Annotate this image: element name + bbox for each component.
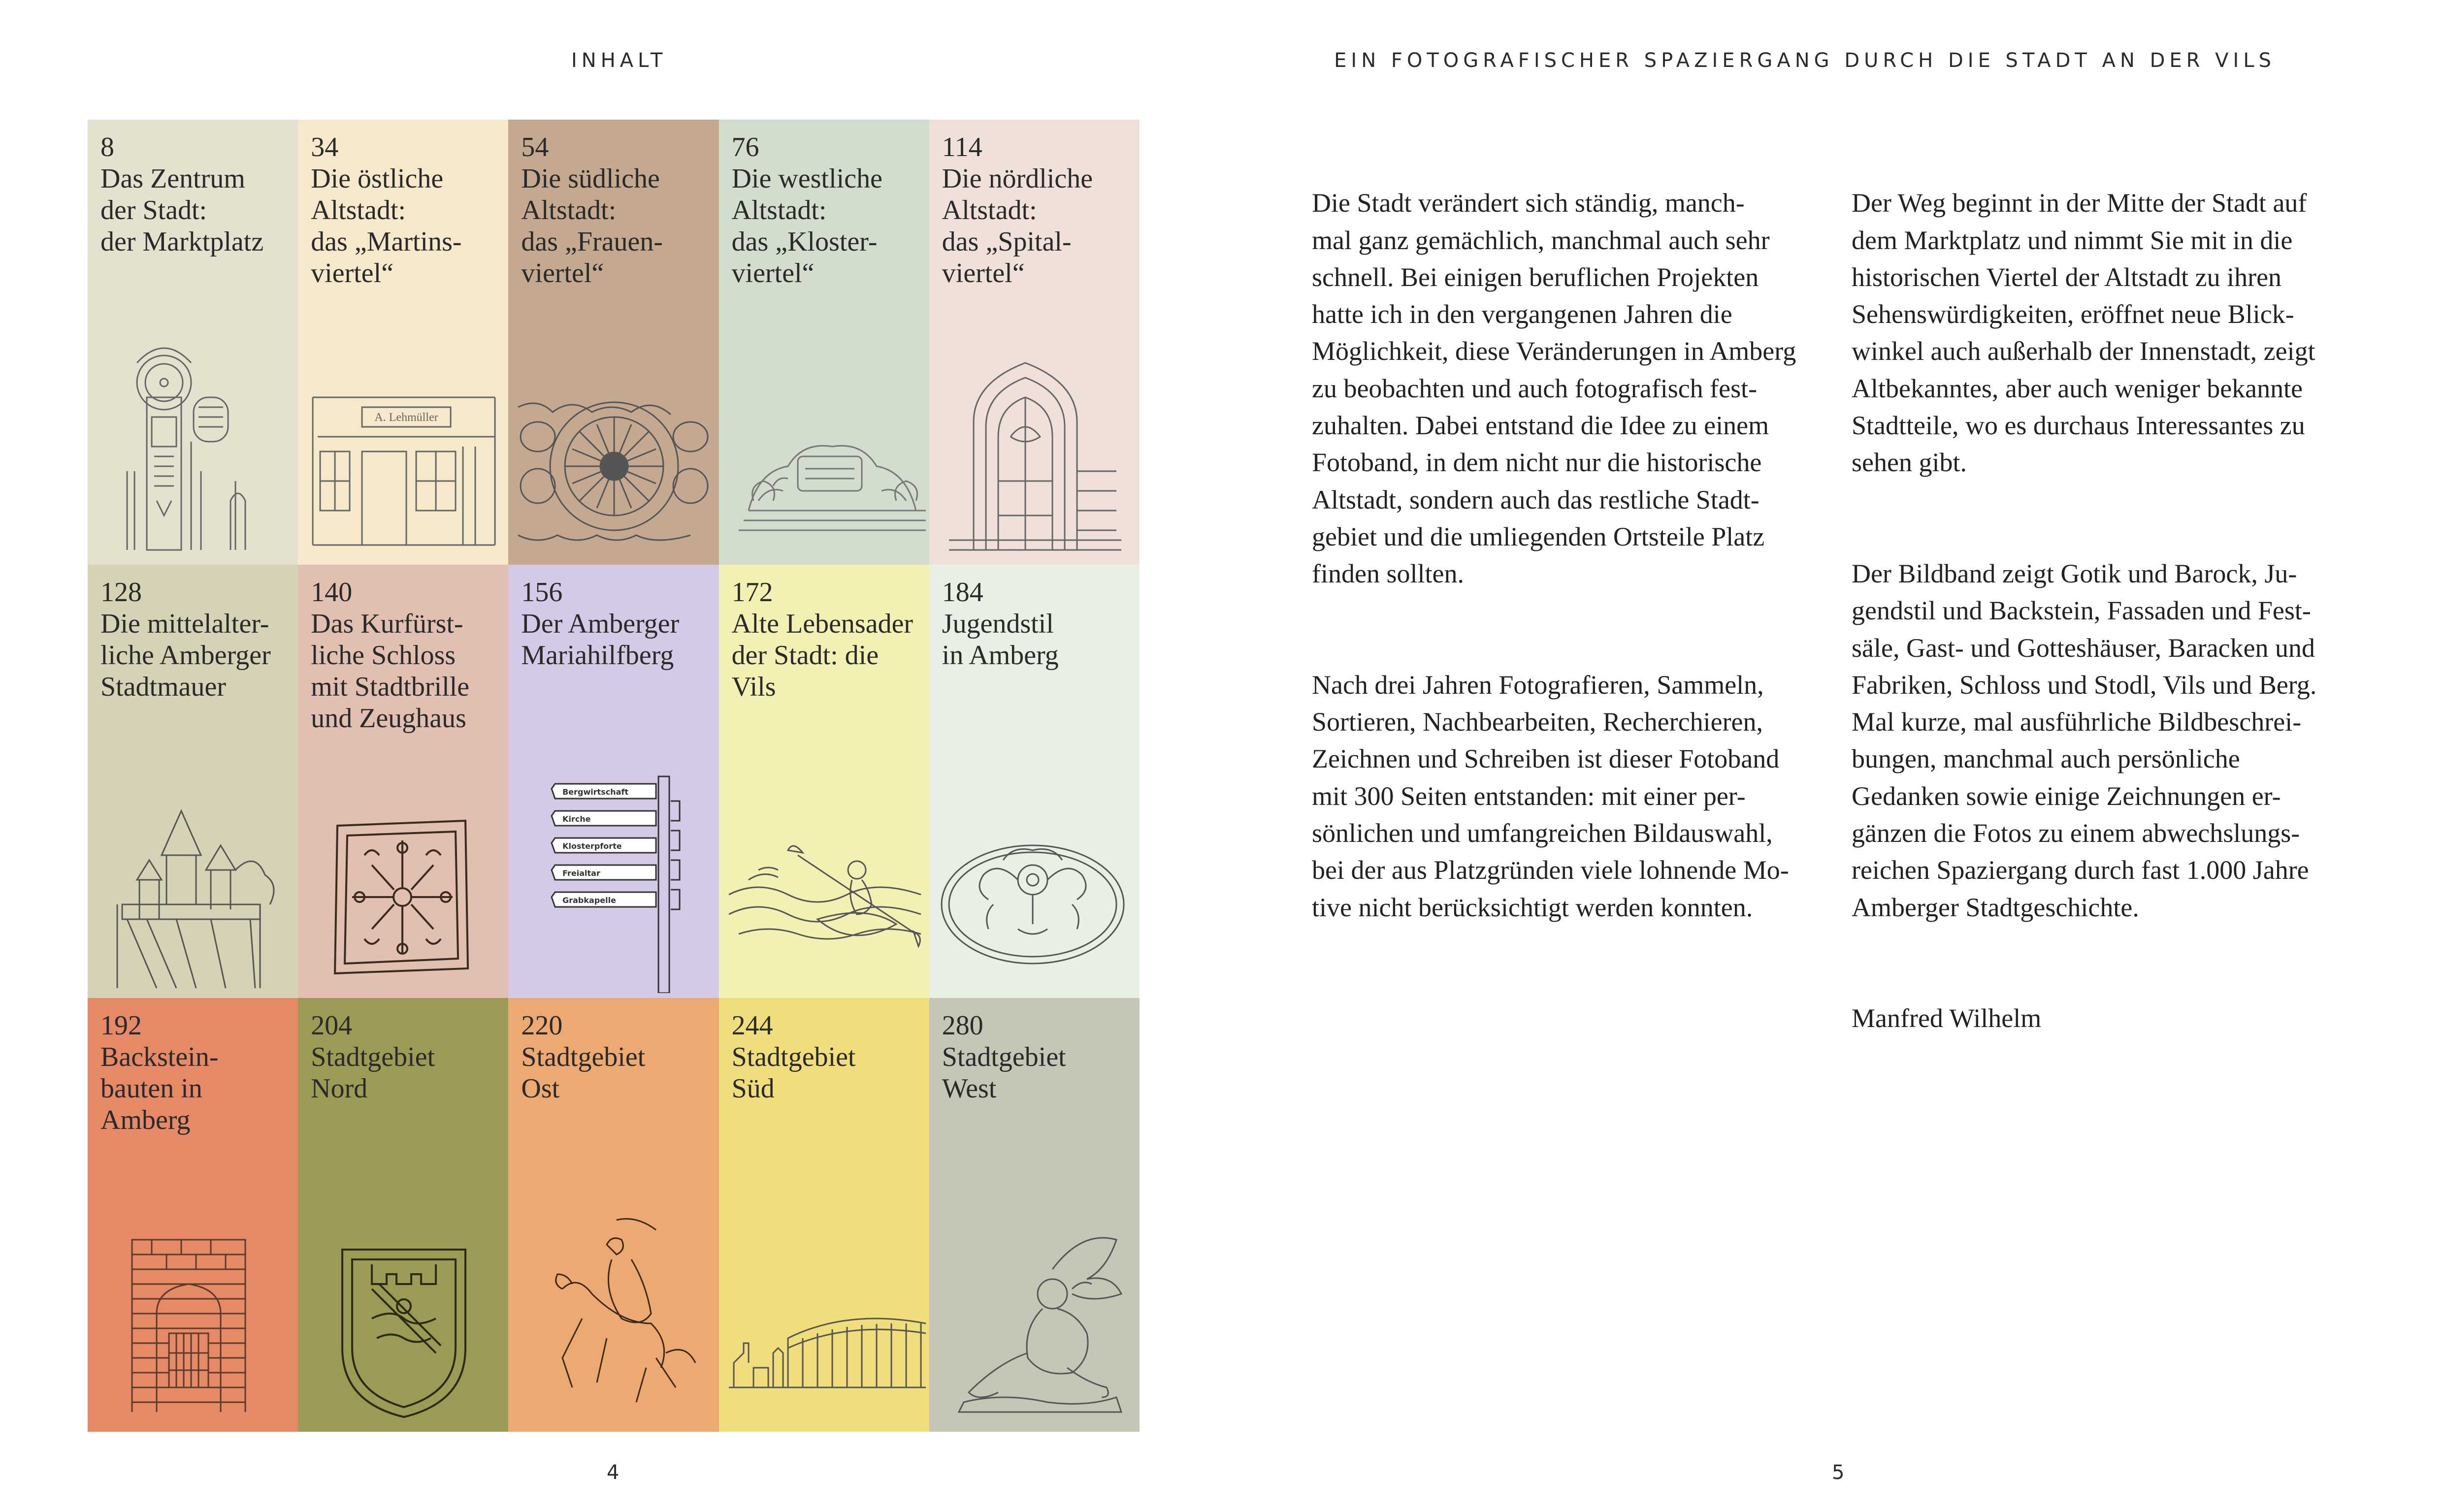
contents-tile-frauenviertel[interactable] [508,120,718,565]
tile-title: Die nördliche Altstadt: das „Spital- viertel“ [942,163,1093,289]
shop-sign-text: A. Lehmüller [374,411,438,424]
city-wall-icon [88,757,298,993]
tile-title: Die östliche Altstadt: das „Martins- viertel“ [311,163,462,289]
brick-window-icon [88,1190,298,1427]
gothic-portal-icon [929,323,1140,560]
tile-page-number: 34 [311,132,339,162]
contents-tile-stadtgebiet-nord[interactable] [298,998,508,1432]
coat-of-arms-icon [298,1190,508,1427]
contents-tile-schloss[interactable] [298,565,508,998]
rose-window-icon [508,323,718,560]
author-signature: Manfred Wilhelm [1852,1003,2042,1033]
tile-page-number: 280 [942,1010,983,1041]
contents-tile-stadtgebiet-ost[interactable] [508,998,718,1432]
section-header-inhalt: INHALT [571,49,667,72]
ornament-panel-icon [298,757,508,993]
tile-title: Die westliche Altstadt: das „Kloster- viertel“ [731,163,882,289]
signpost-icon [508,757,718,993]
contents-tile-backstein[interactable] [88,998,298,1432]
intro-paragraph: Der Bildband zeigt Gotik und Barock, Ju- gendstil und Backstein, Fassaden und Fest- säle, Gast- und Gotteshäuser, Baracken und Fabriken, Schloss und Stodl, Vils und Berg. Mal kurze, mal ausführliche Bildbeschrei- bungen, manchmal auch persönliche Gedanken sowie einige Zeichnungen er- gänzen die Fotos zu einem abwechslungs- reichen Spaziergang durch fast 1.000 Jahre Amberger Stadtgeschichte. [1852,558,2317,922]
arena-building-icon [719,1190,929,1427]
signpost-text: Klosterpforte [562,841,622,851]
signpost-text: Grabkapelle [562,896,617,905]
kayak-icon [719,757,929,993]
contents-tile-martinsviertel[interactable] [298,120,508,565]
tile-page-number: 114 [942,132,982,162]
tile-title: Alte Lebensader der Stadt: die Vils [731,609,913,702]
page-number-left: 4 [607,1461,619,1484]
intro-text-column-left [1312,148,1829,1000]
contents-tile-mariahilfberg[interactable] [508,565,718,998]
tile-page-number: 192 [100,1010,142,1041]
shopfront-icon [298,323,508,560]
page-number-right: 5 [1832,1461,1845,1484]
tile-page-number: 128 [100,577,142,608]
astronomical-clock-icon [88,323,298,560]
tile-page-number: 220 [521,1010,563,1041]
tile-page-number: 184 [942,577,983,608]
tile-title: Stadtgebiet West [942,1042,1066,1104]
horse-rider-icon [508,1190,718,1427]
contents-tile-jugendstil[interactable] [929,565,1140,998]
tile-title: Stadtgebiet Nord [311,1042,435,1104]
intro-paragraph: Der Weg beginnt in der Mitte der Stadt auf dem Marktplatz und nimmt Sie mit in die historischen Viertel der Altstadt zu ihren Sehenswürdigkeiten, eröffnet neue Blick- winkel auch außerhalb der Innenstadt, zeigt Altbekanntes, aber auch weniger bekannte Stadtteile, wo es durchaus Interessantes zu sehen gibt. [1852,188,2315,478]
signpost-text: Kirche [562,814,591,824]
intro-paragraph: Die Stadt verändert sich ständig, manch- mal ganz gemächlich, manchmal auch sehr schnell. Bei einigen beruflichen Projekten hatte ich in den vergangenen Jahren die Möglichkeit, diese Veränderungen in Amberg zu beobachten und auch fotografisch fest- zuhalten. Dabei entstand die Idee zu einem Fotoband, in dem nicht nur die historische Altstadt, sondern auch das restliche Stadt- gebiet und die umliegenden Ortsteile Platz finden sollten. [1312,188,1796,589]
tile-title: Stadtgebiet Ost [521,1042,646,1104]
tile-page-number: 204 [311,1010,353,1041]
tile-page-number: 140 [311,577,353,608]
contents-tile-marktplatz[interactable] [88,120,298,565]
contents-tile-stadtgebiet-west[interactable] [929,998,1140,1432]
baroque-gable-icon [719,323,929,560]
book-subtitle-header: EIN FOTOGRAFISCHER SPAZIERGANG DURCH DIE STADT AN DER VILS [1334,49,2276,72]
contents-tile-klosterviertel[interactable] [719,120,929,565]
contents-tile-spitalviertel[interactable] [929,120,1140,565]
tile-title: Die mittelalter- liche Amberger Stadtmauer [100,609,271,702]
signpost-text: Freialtar [562,869,601,878]
contents-tile-stadtgebiet-sued[interactable] [719,998,929,1432]
intro-paragraph: Nach drei Jahren Fotografieren, Sammeln, Sortieren, Nachbearbeiten, Recherchieren, Zeichnen und Schreiben ist dieser Fotoband mit 300 Seiten entstanden: mit einer per- sönlichen und umfangreichen Bildauswahl, bei der aus Platzgründen viele lohnende Mo- tive nicht berücksichtigt werden konnten. [1312,670,1789,922]
tile-title: Backstein- bauten in Amberg [100,1042,219,1135]
tile-page-number: 8 [100,132,114,162]
tile-title: Stadtgebiet Süd [731,1042,856,1104]
tile-page-number: 156 [521,577,563,608]
tile-title: Die südliche Altstadt: das „Frauen- viertel“ [521,163,663,289]
tile-title: Der Amberger Mariahilfberg [521,609,680,671]
art-nouveau-medallion-icon [929,757,1140,993]
tile-title: Jugendstil in Amberg [942,609,1059,671]
contents-grid [88,120,1140,1432]
contents-tile-stadtmauer[interactable] [88,565,298,998]
intro-text-column-right [1852,148,2369,1074]
tile-title: Das Kurfürst- liche Schloss mit Stadtbrille und Zeughaus [311,609,470,734]
signpost-text: Bergwirtschaft [562,787,629,797]
tile-page-number: 54 [521,132,549,162]
tile-title: Das Zentrum der Stadt: der Marktplatz [100,163,264,257]
cherub-sculpture-icon [929,1190,1140,1427]
tile-page-number: 76 [731,132,759,162]
tile-page-number: 244 [731,1010,773,1041]
contents-tile-vils[interactable] [719,565,929,998]
tile-page-number: 172 [731,577,773,608]
